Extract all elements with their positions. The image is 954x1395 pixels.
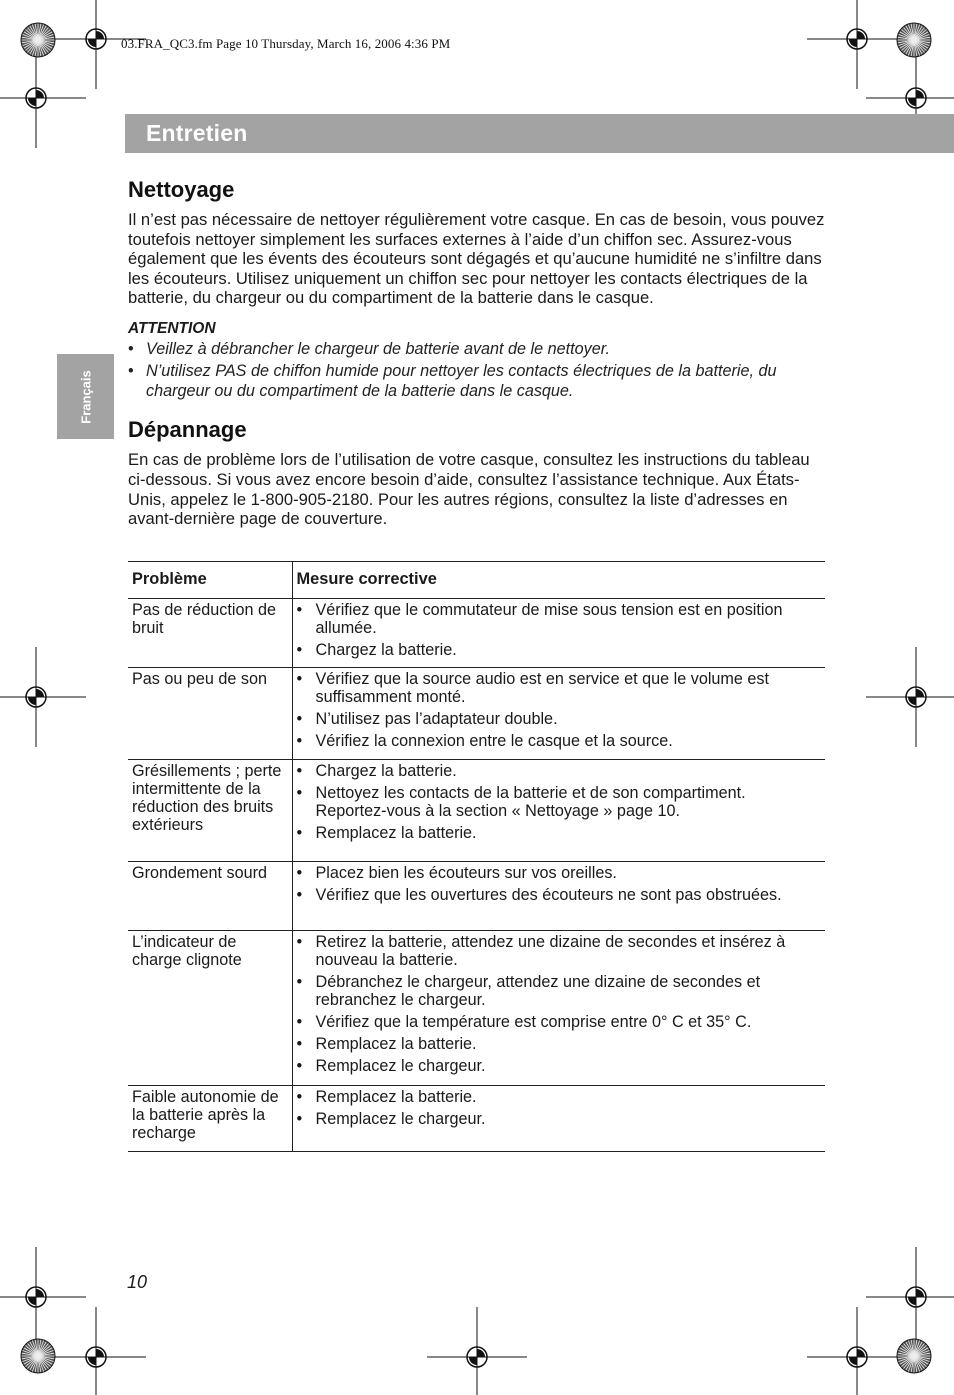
registration-mark-icon — [0, 647, 86, 747]
language-tab — [57, 354, 114, 439]
attention-list — [128, 340, 828, 402]
fix-item: • Chargez la batterie. — [297, 641, 822, 659]
nettoyage-body: Il n’est pas nécessaire de nettoyer régulièrement votre casque. En cas de besoin, vous pouvez toutefois nettoyer simplement les surfaces externes à l’aide d’un chiffon sec. Assurez-vous également que les évents des écouteurs sont dégagés et qu’aucune humidité ne s’infiltre dans les écouteurs. Utilisez uniquement un chiffon sec pour nettoyer les contacts électriques de la batterie, du chargeur ou du compartiment de la batterie dans le casque. — [128, 210, 825, 308]
fix-item: • Vérifiez que les ouvertures des écouteurs ne sont pas obstruées. — [297, 886, 822, 904]
fix-item: • Vérifiez que le commutateur de mise sous tension est en position allumée. — [297, 601, 822, 637]
fix-item: • Nettoyez les contacts de la batterie et de son compartiment. Reportez-vous à la section « Nettoyage » page 10. — [297, 784, 822, 820]
color-bar-icon — [896, 1338, 932, 1374]
registration-mark-icon — [866, 647, 954, 747]
fix-item: • Débranchez le chargeur, attendez une dizaine de secondes et rebranchez le chargeur. — [297, 973, 822, 1009]
heading-nettoyage: Nettoyage — [128, 177, 235, 202]
table-header-row — [128, 562, 825, 599]
fix-item: • Vérifiez que la source audio est en service et que le volume est suffisamment monté. — [297, 670, 822, 706]
color-bar-icon — [20, 22, 56, 58]
file-header: 03.FRA_QC3.fm Page 10 Thursday, March 16, 2006 4:36 PM — [121, 36, 451, 51]
problem-cell: Pas de réduction de bruit — [128, 599, 292, 668]
table-row — [128, 1086, 825, 1152]
table-row — [128, 862, 825, 931]
fix-list — [297, 670, 822, 750]
fix-cell — [292, 668, 825, 760]
main-content — [128, 176, 828, 529]
fix-list — [297, 933, 822, 1075]
fix-cell — [292, 760, 825, 862]
color-bar-icon — [896, 22, 932, 58]
fix-list — [297, 601, 822, 659]
fix-item: • N’utilisez pas l’adaptateur double. — [297, 710, 822, 728]
fix-item: • Remplacez le chargeur. — [297, 1110, 822, 1128]
fix-cell — [292, 599, 825, 668]
registration-mark-icon — [427, 1307, 527, 1395]
problem-cell: Grondement sourd — [128, 862, 292, 931]
fix-item: • Vérifiez la connexion entre le casque et la source. — [297, 732, 822, 750]
section-banner — [125, 114, 954, 153]
problem-cell: Faible autonomie de la batterie après la recharge — [128, 1086, 292, 1152]
fix-list — [297, 1088, 822, 1128]
page-number: 10 — [127, 1272, 148, 1292]
fix-cell — [292, 1086, 825, 1152]
table-row — [128, 931, 825, 1086]
registration-mark-icon — [807, 1307, 907, 1395]
fix-cell — [292, 862, 825, 931]
fix-list — [297, 762, 822, 842]
section-title: Entretien — [146, 120, 248, 146]
problem-cell: L’indicateur de charge clignote — [128, 931, 292, 1086]
fix-cell — [292, 931, 825, 1086]
fix-item: • Vérifiez que la température est comprise entre 0° C et 35° C. — [297, 1013, 822, 1031]
fix-item: • Retirez la batterie, attendez une dizaine de secondes et insérez à nouveau la batterie. — [297, 933, 822, 969]
fix-item: • Placez bien les écouteurs sur vos oreilles. — [297, 864, 822, 882]
heading-depannage: Dépannage — [128, 417, 247, 443]
depannage-body: En cas de problème lors de l’utilisation de votre casque, consultez les instructions du tableau ci-dessous. Si vous avez encore besoin d’aide, consultez l’assistance technique. Aux États-Unis, appelez le 1-800-905-2180. Pour les autres régions, consultez la liste d’adresses en avant-dernière page de couverture. — [128, 450, 810, 529]
language-tab-label: Français — [78, 369, 93, 424]
attention-item: • Veillez à débrancher le chargeur de batterie avant de le nettoyer. — [128, 340, 828, 360]
attention-title: ATTENTION — [128, 319, 216, 337]
fix-item: • Chargez la batterie. — [297, 762, 822, 780]
color-bar-icon — [20, 1338, 56, 1374]
header-fix: Mesure corrective — [292, 562, 825, 599]
registration-mark-icon — [46, 1307, 146, 1395]
table-row — [128, 668, 825, 760]
troubleshooting-table — [128, 561, 825, 1152]
fix-item: • Remplacez la batterie. — [297, 1035, 822, 1053]
header-problem: Problème — [128, 562, 292, 599]
problem-cell: Grésillements ; perte intermittente de la réduction des bruits extérieurs — [128, 760, 292, 862]
fix-item: • Remplacez la batterie. — [297, 824, 822, 842]
table-body — [128, 599, 825, 1152]
table-row — [128, 760, 825, 862]
fix-item: • Remplacez la batterie. — [297, 1088, 822, 1106]
registration-mark-icon — [0, 48, 86, 148]
problem-cell: Pas ou peu de son — [128, 668, 292, 760]
attention-item: • N’utilisez PAS de chiffon humide pour nettoyer les contacts électriques de la batterie, du chargeur ou du compartiment de la batterie dans le casque. — [128, 362, 828, 401]
fix-item: • Remplacez le chargeur. — [297, 1057, 822, 1075]
fix-list — [297, 864, 822, 904]
table-row — [128, 599, 825, 668]
